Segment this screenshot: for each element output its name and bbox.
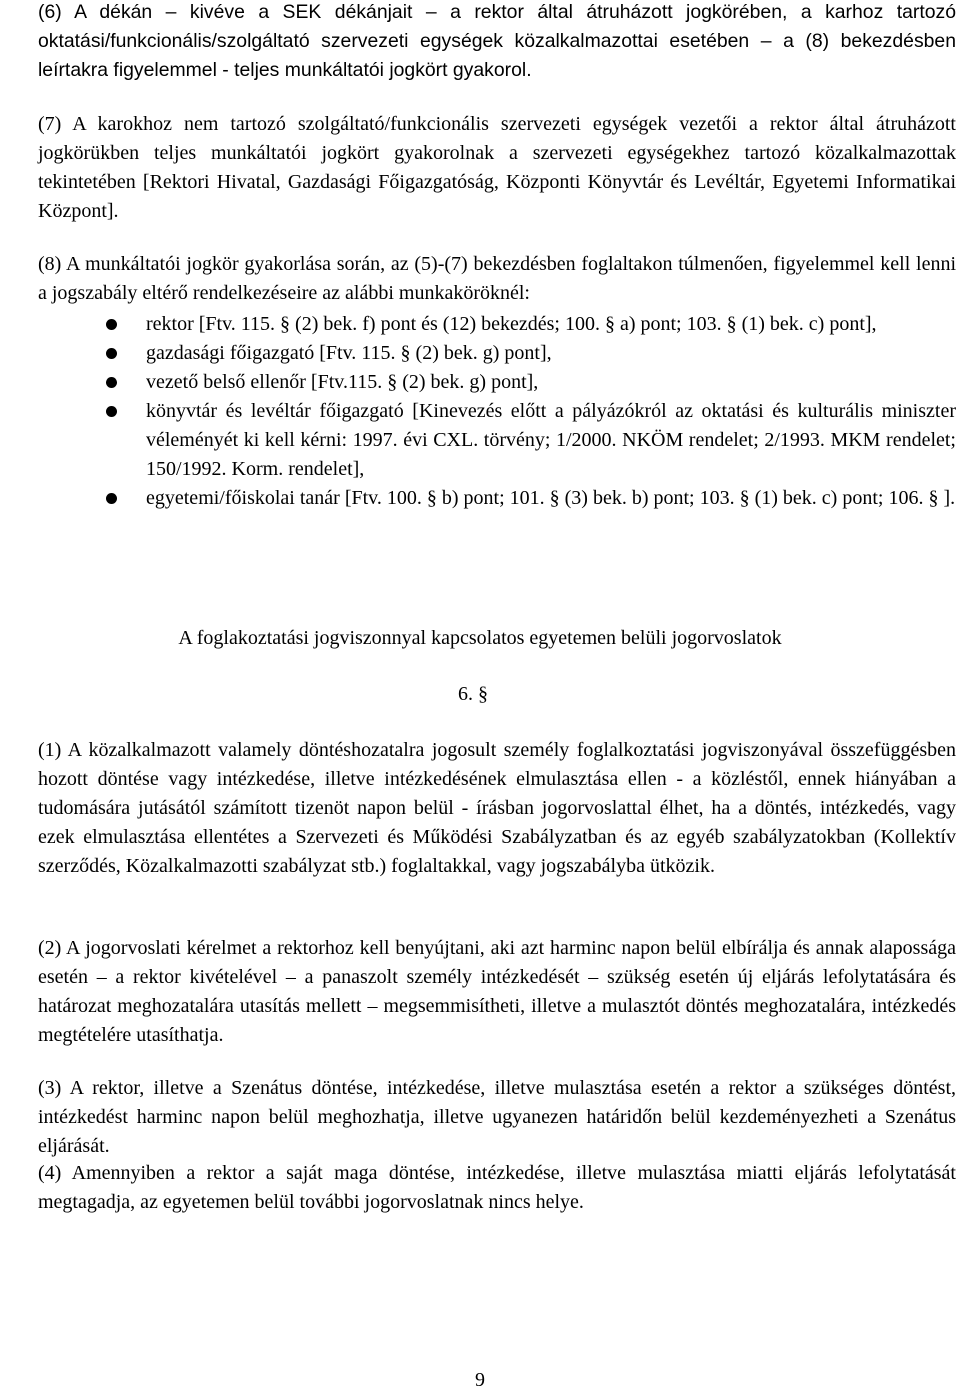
position-list	[38, 310, 956, 513]
bullet-icon	[106, 319, 117, 330]
bullet-icon	[106, 348, 117, 359]
paragraph-8: (8) A munkáltatói jogkör gyakorlása során, az (5)-(7) bekezdésben foglaltakon túlmenően, figyelemmel kell lenni a jogszabály eltérő rendelkezéseire az alábbi munkaköröknél:	[38, 253, 956, 304]
page-number: 9	[475, 1369, 485, 1391]
list-item-text: egyetemi/főiskolai tanár [Ftv. 100. § b) pont; 101. § (3) bek. b) pont; 103. § (1) bek. c) pont; 106. § ].	[146, 487, 956, 509]
section-paragraph-4: (4) Amennyiben a rektor a saját maga döntése, intézkedése, illetve mulasztása miatti eljárás lefolytatását megtagadja, az egyetemen belül további jogorvoslatnak nincs helye.	[38, 1162, 956, 1213]
bullet-icon	[106, 493, 117, 504]
section-heading: A foglakoztatási jogviszonnyal kapcsolatos egyetemen belüli jogorvoslatok	[178, 627, 782, 649]
list-item-text: könyvtár és levéltár főigazgató [Kinevezés előtt a pályázókról az oktatási és kulturális miniszter véleményét ki kell kérni: 1997. évi CXL. törvény; 1/2000. NKÖM rendelet; 2/1993. MKM rendelet; 150/1992. Korm. rendelet],	[146, 400, 956, 480]
list-item	[38, 310, 956, 339]
bullet-icon	[106, 406, 117, 417]
list-item	[38, 339, 956, 368]
section-number: 6. §	[458, 683, 488, 705]
bullet-icon	[106, 377, 117, 388]
list-item	[38, 397, 956, 484]
section-paragraph-1: (1) A közalkalmazott valamely döntéshozatalra jogosult személy foglalkoztatási jogviszonyával összefüggésben hozott döntése vagy intézkedése, illetve intézkedésének elmulasztása ellen - a közléstől, ennek hiányában a tudomására jutásától számított tizenöt napon belül - írásban jogorvoslattal élhet, ha a döntés, intézkedés, vagy ezek elmulasztása ellentétes a Szervezeti és Működési Szabályzatban és az egyéb szabályzatokban (Kollektív szerződés, Közalkalmazotti szabályzat stb.) foglaltakkal, vagy jogszabályba ütközik.	[38, 739, 956, 877]
paragraph-7: (7) A karokhoz nem tartozó szolgáltató/funkcionális szervezeti egységek vezetői a rektor által átruházott jogkörükben teljes munkáltatói jogkört gyakorolnak a szervezeti egységekhez tartozó közalkalmazottak tekintetében [Rektori Hivatal, Gazdasági Főigazgatóság, Központi Könyvtár és Levéltár, Egyetemi Informatikai Központ].	[38, 113, 956, 222]
list-item-text: gazdasági főigazgató [Ftv. 115. § (2) bek. g) pont],	[146, 342, 552, 364]
list-item	[38, 484, 956, 513]
list-item-text: vezető belső ellenőr [Ftv.115. § (2) bek. g) pont],	[146, 371, 539, 393]
section-paragraph-3: (3) A rektor, illetve a Szenátus döntése, intézkedése, illetve mulasztása esetén a rektor a szükséges döntést, intézkedést harminc napon belül meghozhatja, illetve ugyanezen határidőn belül kezdeményezheti a Szenátus eljárását.	[38, 1077, 956, 1157]
list-item-text: rektor [Ftv. 115. § (2) bek. f) pont és (12) bekezdés; 100. § a) pont; 103. § (1) bek. c) pont],	[146, 313, 877, 335]
list-item	[38, 368, 956, 397]
paragraph-6: (6) A dékán – kivéve a SEK dékánjait – a rektor által átruházott jogkörében, a karhoz tartozó oktatási/funkcionális/szolgáltató szervezeti egységek közalkalmazottai esetében – a (8) bekezdésben leírtakra figyelemmel - teljes munkáltatói jogkört gyakorol.	[38, 1, 956, 81]
section-paragraph-2: (2) A jogorvoslati kérelmet a rektorhoz kell benyújtani, aki azt harminc napon belül elbírálja és annak alapossága esetén – a rektor kivételével – a panaszolt személy intézkedését – szükség esetén új eljárás lefolytatására és határozat meghozatalára utasítás mellett – megsemmisítheti, illetve a mulasztót döntés meghozatalára, intézkedés megtételére utasíthatja.	[38, 937, 956, 1046]
